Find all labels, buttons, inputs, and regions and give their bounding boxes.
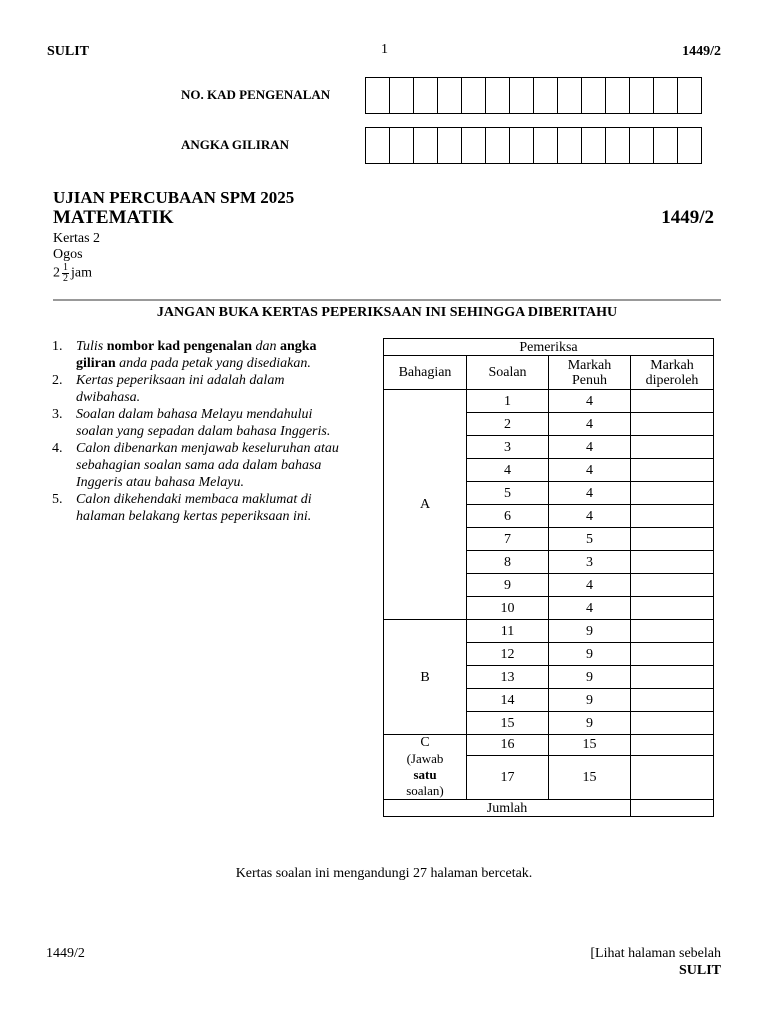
index-number-box[interactable]	[558, 128, 582, 163]
marks-obtained-cell[interactable]	[631, 551, 714, 574]
instruction-number: 5.	[52, 492, 63, 507]
ic-number-box[interactable]	[510, 78, 534, 113]
question-number: 1	[467, 390, 549, 413]
marks-obtained-cell[interactable]	[631, 666, 714, 689]
ic-number-label: NO. KAD PENGENALAN	[181, 87, 331, 102]
caption-row	[384, 339, 714, 356]
full-marks: 4	[549, 574, 631, 597]
marks-obtained-cell[interactable]	[631, 643, 714, 666]
instructions-list	[52, 338, 352, 525]
full-marks: 4	[549, 436, 631, 459]
full-marks: 9	[549, 666, 631, 689]
full-marks: 3	[549, 551, 631, 574]
full-marks: 4	[549, 413, 631, 436]
marks-obtained-cell[interactable]	[631, 459, 714, 482]
index-number-box[interactable]	[606, 128, 630, 163]
full-marks: 4	[549, 459, 631, 482]
ic-number-box[interactable]	[414, 78, 438, 113]
section-label-a: A	[384, 390, 467, 620]
full-marks: 4	[549, 597, 631, 620]
ic-number-box[interactable]	[678, 78, 702, 113]
ic-number-box[interactable]	[582, 78, 606, 113]
index-number-box[interactable]	[390, 128, 414, 163]
full-marks: 4	[549, 505, 631, 528]
full-marks: 15	[549, 755, 631, 799]
ic-number-box[interactable]	[462, 78, 486, 113]
table-caption: Pemeriksa	[384, 339, 714, 356]
instruction-item	[52, 491, 352, 525]
full-marks: 15	[549, 735, 631, 756]
index-number-box[interactable]	[654, 128, 678, 163]
duration-whole: 2	[53, 265, 60, 281]
index-number-box[interactable]	[678, 128, 702, 163]
header-paper-code: 1449/2	[682, 44, 721, 59]
header-classification: SULIT	[47, 44, 90, 59]
marks-obtained-cell[interactable]	[631, 436, 714, 459]
marks-obtained-cell[interactable]	[631, 390, 714, 413]
section-label-c: C (Jawab satu soalan)	[384, 735, 467, 800]
question-number: 10	[467, 597, 549, 620]
footer-turn-page: [Lihat halaman sebelah	[590, 946, 721, 961]
ic-number-box[interactable]	[366, 78, 390, 113]
marks-obtained-cell[interactable]	[631, 735, 714, 756]
col-header-marks-obtained: Markah diperoleh	[631, 356, 714, 390]
marks-obtained-cell[interactable]	[631, 528, 714, 551]
instruction-number: 1.	[52, 339, 63, 354]
instruction-text: Calon dibenarkan menjawab keseluruhan atau sebahagian soalan sama ada dalam bahasa Inggeris atau bahasa Melayu.	[76, 441, 339, 490]
question-number: 7	[467, 528, 549, 551]
total-row	[384, 800, 714, 817]
instruction-item	[52, 440, 352, 491]
index-number-box[interactable]	[534, 128, 558, 163]
header-row	[384, 356, 714, 390]
footer-paper-code: 1449/2	[46, 946, 85, 961]
index-number-box[interactable]	[630, 128, 654, 163]
section-label-b: B	[384, 620, 467, 735]
marks-obtained-cell[interactable]	[631, 413, 714, 436]
instruction-text: Soalan dalam bahasa Melayu mendahului soalan yang sepadan dalam bahasa Inggeris.	[76, 407, 331, 439]
exam-title: UJIAN PERCUBAAN SPM 2025	[53, 188, 295, 207]
marks-obtained-cell[interactable]	[631, 755, 714, 799]
ic-number-box[interactable]	[558, 78, 582, 113]
question-number: 9	[467, 574, 549, 597]
full-marks: 9	[549, 689, 631, 712]
full-marks: 4	[549, 390, 631, 413]
instruction-item	[52, 372, 352, 406]
duration-numerator: 1	[63, 262, 68, 273]
footer-classification: SULIT	[678, 963, 721, 978]
page-number: 1	[381, 42, 388, 57]
col-header-section: Bahagian	[384, 356, 467, 390]
table-row	[384, 735, 714, 756]
total-label: Jumlah	[384, 800, 631, 817]
instruction-text: Calon dikehendaki membaca maklumat di halaman belakang kertas peperiksaan ini.	[76, 492, 312, 524]
ic-number-box[interactable]	[534, 78, 558, 113]
ic-number-box[interactable]	[654, 78, 678, 113]
exam-duration	[53, 263, 92, 284]
instruction-number: 2.	[52, 373, 63, 388]
question-number: 13	[467, 666, 549, 689]
index-number-box[interactable]	[438, 128, 462, 163]
marks-obtained-cell[interactable]	[631, 620, 714, 643]
duration-denominator: 2	[63, 273, 68, 284]
table-row	[384, 620, 714, 643]
question-number: 11	[467, 620, 549, 643]
marks-obtained-cell[interactable]	[631, 482, 714, 505]
page-count-note: Kertas soalan ini mengandungi 27 halaman bercetak.	[235, 866, 533, 881]
marks-obtained-cell[interactable]	[631, 597, 714, 620]
full-marks: 5	[549, 528, 631, 551]
duration-fraction	[62, 263, 69, 284]
ic-number-box[interactable]	[486, 78, 510, 113]
full-marks: 9	[549, 643, 631, 666]
col-header-full-marks: Markah Penuh	[549, 356, 631, 390]
question-number: 17	[467, 755, 549, 799]
ic-number-box[interactable]	[438, 78, 462, 113]
paper-number: Kertas 2	[53, 231, 101, 246]
index-number-box[interactable]	[486, 128, 510, 163]
question-number: 15	[467, 712, 549, 735]
index-number-box[interactable]	[582, 128, 606, 163]
instruction-item	[52, 406, 352, 440]
instruction-number: 3.	[52, 407, 63, 422]
table-row	[384, 390, 714, 413]
ic-number-boxes[interactable]	[365, 77, 702, 114]
ic-number-box[interactable]	[630, 78, 654, 113]
marks-obtained-cell[interactable]	[631, 505, 714, 528]
question-number: 12	[467, 643, 549, 666]
subject-title: MATEMATIK	[53, 207, 174, 228]
index-number-box[interactable]	[510, 128, 534, 163]
marks-obtained-cell[interactable]	[631, 689, 714, 712]
instruction-number: 4.	[52, 441, 63, 456]
question-number: 8	[467, 551, 549, 574]
examiner-marks-table	[383, 338, 714, 817]
divider	[53, 299, 721, 301]
ic-number-box[interactable]	[606, 78, 630, 113]
duration-unit: jam	[71, 265, 92, 281]
index-number-box[interactable]	[414, 128, 438, 163]
subject-code: 1449/2	[661, 207, 714, 228]
instruction-item	[52, 338, 352, 372]
warning-notice: JANGAN BUKA KERTAS PEPERIKSAAN INI SEHINGGA DIBERITAHU	[156, 305, 618, 320]
ic-number-box[interactable]	[390, 78, 414, 113]
full-marks: 4	[549, 482, 631, 505]
marks-obtained-cell[interactable]	[631, 712, 714, 735]
question-number: 3	[467, 436, 549, 459]
marks-obtained-cell[interactable]	[631, 574, 714, 597]
full-marks: 9	[549, 712, 631, 735]
instruction-text: Kertas peperiksaan ini adalah dalam dwibahasa.	[76, 373, 285, 405]
question-number: 16	[467, 735, 549, 756]
index-number-label: ANGKA GILIRAN	[181, 137, 289, 152]
col-header-question: Soalan	[467, 356, 549, 390]
index-number-box[interactable]	[462, 128, 486, 163]
question-number: 5	[467, 482, 549, 505]
question-number: 6	[467, 505, 549, 528]
instruction-text: Tulis nombor kad pengenalan dan angka giliran anda pada petak yang disediakan.	[76, 339, 317, 371]
index-number-box[interactable]	[366, 128, 390, 163]
full-marks: 9	[549, 620, 631, 643]
exam-month: Ogos	[53, 247, 83, 262]
question-number: 2	[467, 413, 549, 436]
question-number: 14	[467, 689, 549, 712]
index-number-boxes[interactable]	[365, 127, 702, 164]
question-number: 4	[467, 459, 549, 482]
total-marks-cell[interactable]	[631, 800, 714, 817]
